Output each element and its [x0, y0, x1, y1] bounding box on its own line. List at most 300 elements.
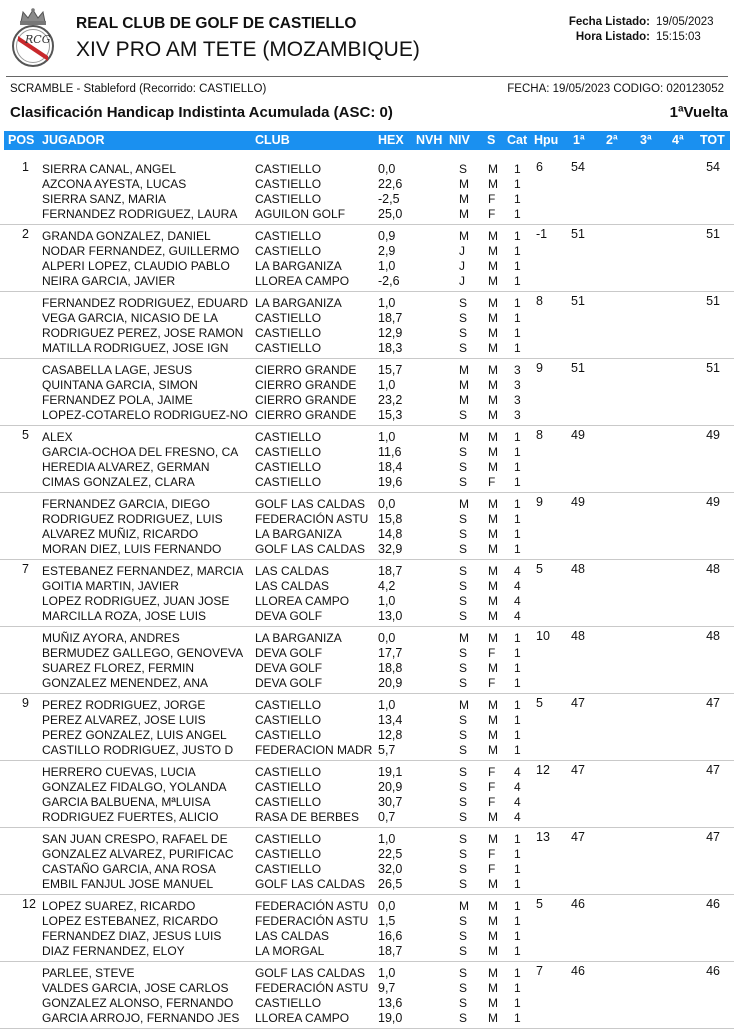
player-hex: 1,0: [378, 832, 396, 846]
team-round-1-score: 48: [571, 562, 585, 576]
player-cat: 3: [514, 378, 521, 392]
player-sex: M: [488, 981, 498, 995]
player-name: VALDES GARCIA, JOSE CARLOS: [42, 981, 229, 995]
player-niv: S: [459, 966, 468, 980]
player-sex: F: [488, 795, 496, 809]
player-sex: M: [488, 579, 498, 593]
player-row: [0, 393, 734, 408]
player-sex: F: [488, 676, 496, 690]
player-name: AZCONA AYESTA, LUCAS: [42, 177, 187, 191]
player-sex: M: [488, 698, 498, 712]
player-niv: S: [459, 1011, 468, 1025]
player-niv: S: [459, 929, 468, 943]
player-niv: M: [459, 192, 469, 206]
player-cat: 3: [514, 408, 521, 422]
player-cat: 1: [514, 847, 521, 861]
player-cat: 1: [514, 966, 521, 980]
col-hex: HEX: [378, 133, 404, 147]
col-round-4: 4ª: [672, 133, 684, 147]
hora-listado-label: Hora Listado:: [575, 31, 650, 43]
player-hex: 17,7: [378, 646, 403, 660]
player-niv: S: [459, 311, 468, 325]
player-club: DEVA GOLF: [255, 661, 323, 675]
player-hex: 26,5: [378, 877, 403, 891]
player-cat: 1: [514, 475, 521, 489]
player-cat: 1: [514, 862, 521, 876]
player-cat: 1: [514, 162, 521, 176]
player-row: [0, 832, 734, 847]
player-niv: S: [459, 564, 468, 578]
player-club: LA BARGANIZA: [255, 296, 342, 310]
player-cat: 1: [514, 527, 521, 541]
player-row: [0, 207, 734, 222]
player-niv: M: [459, 177, 469, 191]
player-name: GRANDA GONZALEZ, DANIEL: [42, 229, 211, 243]
team-round-1-score: 49: [571, 428, 585, 442]
player-name: ALVAREZ MUÑIZ, RICARDO: [42, 527, 199, 541]
player-row: [0, 765, 734, 780]
player-sex: F: [488, 475, 496, 489]
player-sex: M: [488, 460, 498, 474]
player-sex: M: [488, 594, 498, 608]
player-cat: 1: [514, 929, 521, 943]
team-group: [0, 359, 734, 426]
player-hex: 1,0: [378, 698, 396, 712]
player-sex: M: [488, 497, 498, 511]
player-name: FERNANDEZ DIAZ, JESUS LUIS: [42, 929, 222, 943]
player-name: GONZALEZ MENENDEZ, ANA: [42, 676, 209, 690]
player-hex: 11,6: [378, 445, 402, 459]
player-cat: 1: [514, 646, 521, 660]
player-niv: M: [459, 430, 469, 444]
player-name: RODRIGUEZ FUERTES, ALICIO: [42, 810, 219, 824]
player-club: CASTIELLO: [255, 780, 322, 794]
player-hex: 1,0: [378, 966, 396, 980]
player-row: [0, 244, 734, 259]
player-hex: 0,0: [378, 497, 396, 511]
player-row: [0, 296, 734, 311]
player-club: CASTIELLO: [255, 229, 322, 243]
player-sex: M: [488, 944, 498, 958]
player-row: [0, 862, 734, 877]
player-name: MUÑIZ AYORA, ANDRES: [42, 631, 180, 645]
team-hpu: 6: [536, 160, 543, 174]
player-niv: S: [459, 445, 468, 459]
player-row: [0, 378, 734, 393]
player-niv: S: [459, 944, 468, 958]
player-cat: 1: [514, 177, 521, 191]
player-cat: 4: [514, 594, 521, 608]
player-cat: 1: [514, 326, 521, 340]
player-name: GONZALEZ FIDALGO, YOLANDA: [42, 780, 227, 794]
player-sex: M: [488, 713, 498, 727]
col-s: S: [487, 133, 496, 147]
player-sex: M: [488, 810, 498, 824]
player-hex: 18,7: [378, 564, 403, 578]
logo-letter-r: RCG: [25, 33, 51, 46]
player-sex: M: [488, 244, 498, 258]
player-hex: -2,6: [378, 274, 400, 288]
player-sex: M: [488, 512, 498, 526]
player-hex: 13,4: [378, 713, 403, 727]
player-name: GARCIA BALBUENA, MªLUISA: [42, 795, 211, 809]
col-hpu: Hpu: [534, 133, 559, 147]
col-niv: NIV: [449, 133, 470, 147]
player-club: CASTIELLO: [255, 192, 322, 206]
player-club: LAS CALDAS: [255, 929, 330, 943]
player-cat: 4: [514, 765, 521, 779]
team-total: 48: [706, 629, 720, 643]
player-name: LOPEZ ESTEBANEZ, RICARDO: [42, 914, 219, 928]
hora-listado-row: [569, 30, 722, 45]
player-niv: J: [459, 244, 465, 258]
player-name: CASTILLO RODRIGUEZ, JUSTO D: [42, 743, 234, 757]
player-hex: 18,3: [378, 341, 403, 355]
player-row: [0, 646, 734, 661]
player-name: SIERRA CANAL, ANGEL: [42, 162, 177, 176]
player-name: CIMAS GONZALEZ, CLARA: [42, 475, 195, 489]
player-row: [0, 780, 734, 795]
player-cat: 1: [514, 996, 521, 1010]
player-sex: M: [488, 311, 498, 325]
player-name: FERNANDEZ RODRIGUEZ, EDUARD: [42, 296, 249, 310]
player-row: [0, 914, 734, 929]
team-hpu: 7: [536, 964, 543, 978]
team-group: [0, 560, 734, 627]
player-club: CIERRO GRANDE: [255, 363, 357, 377]
team-total: 49: [706, 428, 720, 442]
player-sex: M: [488, 1011, 498, 1025]
player-niv: J: [459, 259, 465, 273]
player-hex: 1,0: [378, 259, 396, 273]
player-club: FEDERACION MADR: [255, 743, 373, 757]
player-sex: M: [488, 996, 498, 1010]
player-row: [0, 460, 734, 475]
player-cat: 1: [514, 445, 521, 459]
player-club: CASTIELLO: [255, 832, 322, 846]
team-total: 47: [706, 763, 720, 777]
player-name: GARCIA ARROJO, FERNANDO JES: [42, 1011, 240, 1025]
player-cat: 4: [514, 564, 521, 578]
player-club: FEDERACIÓN ASTU: [255, 899, 369, 913]
player-sex: M: [488, 259, 498, 273]
player-club: CASTIELLO: [255, 847, 322, 861]
player-row: [0, 512, 734, 527]
team-total: 51: [706, 227, 720, 241]
player-hex: 1,5: [378, 914, 396, 928]
player-club: LA BARGANIZA: [255, 259, 342, 273]
player-row: [0, 743, 734, 758]
player-sex: M: [488, 177, 498, 191]
team-group: [0, 895, 734, 962]
player-niv: M: [459, 631, 469, 645]
player-hex: 19,1: [378, 765, 403, 779]
player-club: GOLF LAS CALDAS: [255, 497, 366, 511]
player-sex: M: [488, 162, 498, 176]
player-niv: S: [459, 676, 468, 690]
player-name: NODAR FERNANDEZ, GUILLERMO: [42, 244, 240, 258]
player-cat: 4: [514, 579, 521, 593]
player-row: [0, 661, 734, 676]
team-group: [0, 627, 734, 694]
player-club: CIERRO GRANDE: [255, 393, 357, 407]
team-hpu: 5: [536, 562, 543, 576]
player-cat: 1: [514, 631, 521, 645]
player-niv: S: [459, 862, 468, 876]
date-code-info: FECHA: 19/05/2023 CODIGO: 020123052: [507, 83, 724, 95]
player-name: PEREZ RODRIGUEZ, JORGE: [42, 698, 206, 712]
player-row: [0, 631, 734, 646]
player-name: LOPEZ RODRIGUEZ, JUAN JOSE: [42, 594, 230, 608]
player-cat: 1: [514, 192, 521, 206]
player-hex: 18,7: [378, 311, 403, 325]
player-cat: 1: [514, 676, 521, 690]
player-niv: S: [459, 579, 468, 593]
player-row: [0, 877, 734, 892]
listing-meta: [569, 15, 722, 45]
team-hpu: -1: [536, 227, 548, 241]
club-name: REAL CLUB DE GOLF DE CASTIELLO: [76, 15, 357, 32]
team-round-1-score: 51: [571, 227, 585, 241]
player-niv: S: [459, 728, 468, 742]
player-name: CASABELLA LAGE, JESUS: [42, 363, 193, 377]
player-sex: M: [488, 378, 498, 392]
player-name: SIERRA SANZ, MARIA: [42, 192, 167, 206]
team-round-1-score: 47: [571, 763, 585, 777]
player-niv: S: [459, 981, 468, 995]
player-row: [0, 430, 734, 445]
player-hex: 12,8: [378, 728, 403, 742]
team-total: 47: [706, 696, 720, 710]
player-sex: M: [488, 341, 498, 355]
team-total: 51: [706, 361, 720, 375]
player-hex: 32,9: [378, 542, 403, 556]
player-hex: -2,5: [378, 192, 400, 206]
player-sex: F: [488, 765, 496, 779]
event-name: XIV PRO AM TETE (MOZAMBIQUE): [76, 38, 420, 61]
team-total: 54: [706, 160, 720, 174]
player-club: DEVA GOLF: [255, 676, 323, 690]
player-club: CIERRO GRANDE: [255, 408, 357, 422]
player-club: CASTIELLO: [255, 475, 322, 489]
player-hex: 0,9: [378, 229, 396, 243]
player-hex: 15,7: [378, 363, 403, 377]
player-row: [0, 445, 734, 460]
player-cat: 1: [514, 713, 521, 727]
player-sex: M: [488, 743, 498, 757]
player-cat: 1: [514, 430, 521, 444]
player-club: FEDERACIÓN ASTU: [255, 512, 369, 526]
classification-title-text: Clasificación Handicap Indistinta Acumulada (ASC: 0): [10, 104, 393, 121]
player-sex: M: [488, 914, 498, 928]
team-group: [0, 292, 734, 359]
player-row: [0, 229, 734, 244]
player-cat: 1: [514, 274, 521, 288]
player-niv: M: [459, 378, 469, 392]
player-niv: S: [459, 460, 468, 474]
player-name: VEGA GARCIA, NICASIO DE LA: [42, 311, 219, 325]
team-hpu: 8: [536, 428, 543, 442]
player-club: CASTIELLO: [255, 244, 322, 258]
player-sex: M: [488, 899, 498, 913]
player-niv: S: [459, 877, 468, 891]
player-hex: 19,6: [378, 475, 403, 489]
player-niv: M: [459, 899, 469, 913]
player-sex: M: [488, 296, 498, 310]
player-sex: M: [488, 832, 498, 846]
player-niv: M: [459, 497, 469, 511]
player-niv: S: [459, 996, 468, 1010]
player-sex: M: [488, 966, 498, 980]
team-total: 46: [706, 897, 720, 911]
format-info: SCRAMBLE - Stableford (Recorrido: CASTIELLO): [10, 83, 267, 95]
player-club: LAS CALDAS: [255, 564, 330, 578]
player-hex: 15,8: [378, 512, 403, 526]
team-round-1-score: 47: [571, 696, 585, 710]
hora-listado-value: 15:15:03: [656, 31, 701, 43]
player-hex: 4,2: [378, 579, 396, 593]
player-row: [0, 162, 734, 177]
competition-info: [10, 83, 724, 97]
player-club: CASTIELLO: [255, 862, 322, 876]
player-row: [0, 594, 734, 609]
player-sex: M: [488, 408, 498, 422]
player-hex: 22,6: [378, 177, 403, 191]
player-name: SAN JUAN CRESPO, RAFAEL DE: [42, 832, 228, 846]
player-sex: M: [488, 527, 498, 541]
team-group: [0, 158, 734, 225]
player-club: CASTIELLO: [255, 996, 322, 1010]
player-club: LAS CALDAS: [255, 579, 330, 593]
player-row: [0, 564, 734, 579]
player-name: EMBIL FANJUL JOSE MANUEL: [42, 877, 214, 891]
player-cat: 1: [514, 899, 521, 913]
player-cat: 4: [514, 609, 521, 623]
player-name: GONZALEZ ALONSO, FERNANDO: [42, 996, 234, 1010]
player-niv: S: [459, 341, 468, 355]
player-cat: 1: [514, 542, 521, 556]
player-cat: 1: [514, 981, 521, 995]
team-round-1-score: 47: [571, 830, 585, 844]
player-name: PARLEE, STEVE: [42, 966, 135, 980]
player-cat: 1: [514, 296, 521, 310]
player-row: [0, 341, 734, 356]
player-row: [0, 996, 734, 1011]
player-niv: S: [459, 795, 468, 809]
player-niv: M: [459, 229, 469, 243]
player-cat: 1: [514, 244, 521, 258]
player-row: [0, 810, 734, 825]
player-club: CASTIELLO: [255, 162, 322, 176]
player-club: CASTIELLO: [255, 795, 322, 809]
player-hex: 1,0: [378, 594, 396, 608]
player-cat: 1: [514, 698, 521, 712]
player-name: FERNANDEZ POLA, JAIME: [42, 393, 193, 407]
player-niv: J: [459, 274, 465, 288]
player-niv: S: [459, 408, 468, 422]
player-hex: 23,2: [378, 393, 403, 407]
player-club: LA BARGANIZA: [255, 631, 342, 645]
round-label: 1ªVuelta: [669, 104, 728, 121]
player-cat: 1: [514, 207, 521, 221]
team-hpu: 12: [536, 763, 550, 777]
player-name: RODRIGUEZ RODRIGUEZ, LUIS: [42, 512, 223, 526]
player-hex: 15,3: [378, 408, 403, 422]
player-niv: S: [459, 475, 468, 489]
col-tot: TOT: [700, 133, 725, 147]
club-crest-logo: [8, 6, 58, 70]
player-row: [0, 475, 734, 490]
player-sex: M: [488, 229, 498, 243]
team-hpu: 10: [536, 629, 550, 643]
team-round-1-score: 54: [571, 160, 585, 174]
player-club: CASTIELLO: [255, 460, 322, 474]
player-row: [0, 192, 734, 207]
player-row: [0, 363, 734, 378]
player-niv: S: [459, 594, 468, 608]
player-row: [0, 274, 734, 289]
player-sex: M: [488, 274, 498, 288]
team-hpu: 5: [536, 696, 543, 710]
team-round-1-score: 51: [571, 361, 585, 375]
player-cat: 1: [514, 944, 521, 958]
player-sex: M: [488, 877, 498, 891]
player-club: CASTIELLO: [255, 728, 322, 742]
player-niv: S: [459, 609, 468, 623]
player-hex: 19,0: [378, 1011, 403, 1025]
player-sex: M: [488, 326, 498, 340]
team-total: 51: [706, 294, 720, 308]
col-cat: Cat: [507, 133, 528, 147]
player-club: AGUILON GOLF: [255, 207, 346, 221]
player-name: MARCILLA ROZA, JOSE LUIS: [42, 609, 207, 623]
player-club: DEVA GOLF: [255, 646, 323, 660]
team-position: 12: [22, 897, 36, 911]
player-hex: 18,4: [378, 460, 403, 474]
team-round-1-score: 46: [571, 897, 585, 911]
player-niv: S: [459, 296, 468, 310]
player-row: [0, 609, 734, 624]
player-name: PEREZ GONZALEZ, LUIS ANGEL: [42, 728, 227, 742]
player-niv: M: [459, 393, 469, 407]
player-row: [0, 579, 734, 594]
player-hex: 32,0: [378, 862, 403, 876]
player-name: CASTAÑO GARCIA, ANA ROSA: [42, 862, 216, 876]
player-name: GOITIA MARTIN, JAVIER: [42, 579, 179, 593]
team-total: 49: [706, 495, 720, 509]
player-hex: 0,0: [378, 162, 396, 176]
player-cat: 1: [514, 914, 521, 928]
player-name: SUAREZ FLOREZ, FERMIN: [42, 661, 195, 675]
player-name: PEREZ ALVAREZ, JOSE LUIS: [42, 713, 206, 727]
player-club: GOLF LAS CALDAS: [255, 877, 366, 891]
team-group: [0, 493, 734, 560]
team-hpu: 5: [536, 897, 543, 911]
player-hex: 14,8: [378, 527, 403, 541]
player-cat: 1: [514, 311, 521, 325]
team-position: 9: [22, 696, 29, 710]
player-sex: M: [488, 363, 498, 377]
player-name: DIAZ FERNANDEZ, ELOY: [42, 944, 185, 958]
player-sex: F: [488, 207, 496, 221]
player-name: GONZALEZ ALVAREZ, PURIFICAC: [42, 847, 234, 861]
col-jugador: JUGADOR: [42, 133, 105, 147]
player-cat: 3: [514, 393, 521, 407]
player-hex: 16,6: [378, 929, 403, 943]
player-sex: M: [488, 393, 498, 407]
player-club: CASTIELLO: [255, 326, 322, 340]
player-hex: 0,0: [378, 899, 396, 913]
